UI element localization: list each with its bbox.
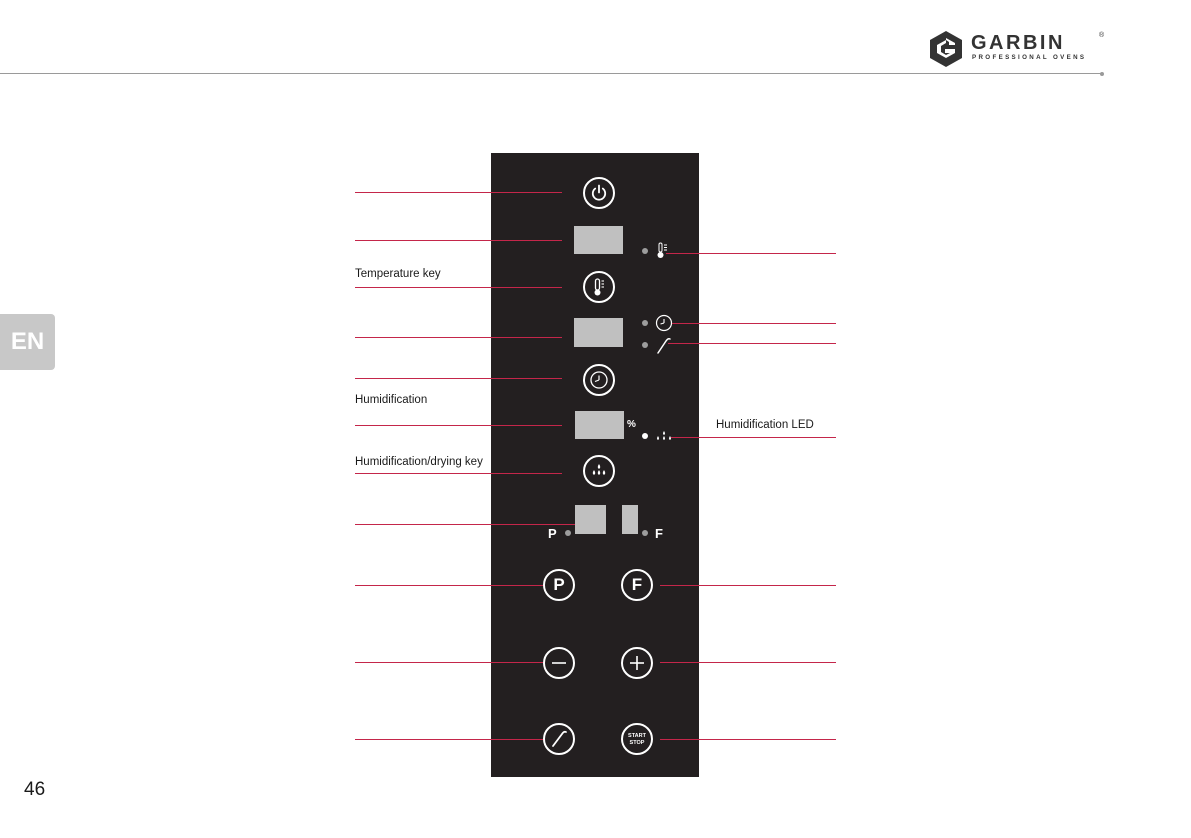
timer-led <box>642 320 648 326</box>
callout-temperature-key: Temperature key <box>355 268 441 280</box>
callout-humidification: Humidification <box>355 394 428 406</box>
function-label: F <box>655 526 663 541</box>
callout-humidification-led: Humidification LED <box>716 419 814 431</box>
callout-line-humidity-display <box>355 425 562 426</box>
plus-key[interactable] <box>621 647 653 679</box>
callout-line-minus-key <box>355 662 543 663</box>
function-display <box>622 505 638 534</box>
core-probe-icon <box>657 336 671 354</box>
callout-line-plus-key <box>660 662 836 663</box>
callout-line-core-probe-key <box>355 739 543 740</box>
program-label: P <box>548 526 557 541</box>
brand-tagline: PROFESSIONAL OVENS <box>972 54 1087 61</box>
clock-icon <box>655 314 673 332</box>
callout-line-temperature-led <box>666 253 836 254</box>
callout-line-time-display <box>355 337 562 338</box>
header-divider <box>0 73 1101 74</box>
humidity-percent-unit: % <box>627 419 636 430</box>
start-label: START <box>628 733 646 739</box>
callout-line-power <box>355 192 562 193</box>
callout-line-program-key <box>355 585 543 586</box>
stop-label: STOP <box>629 739 645 746</box>
humidity-display <box>575 411 624 439</box>
function-key-label: F <box>631 575 643 594</box>
registered-mark: ® <box>1099 32 1105 39</box>
callout-line-program-display <box>355 524 575 525</box>
time-display <box>574 318 623 347</box>
callout-line-timer-led <box>672 323 836 324</box>
garbin-logo-mark-icon <box>928 30 964 68</box>
temperature-key[interactable] <box>583 271 615 303</box>
program-led <box>565 530 571 536</box>
function-led <box>642 530 648 536</box>
core-probe-key[interactable] <box>543 723 575 755</box>
callout-line-temperature-key <box>355 287 562 288</box>
callout-line-function-key <box>660 585 836 586</box>
page-number: 46 <box>24 779 46 800</box>
function-key[interactable] <box>621 569 653 601</box>
brand-name: GARBIN <box>971 32 1065 54</box>
garbin-logo <box>928 30 1108 68</box>
control-panel <box>491 153 699 777</box>
program-display <box>575 505 606 534</box>
temperature-probe-icon <box>656 242 668 260</box>
callout-line-start-stop-key <box>660 739 836 740</box>
callout-humidification-drying-key: Humidification/drying key <box>355 456 483 468</box>
callout-line-timer-key <box>355 378 562 379</box>
callout-line-core-probe-led <box>668 343 836 344</box>
power-key[interactable] <box>583 177 615 209</box>
minus-key[interactable] <box>543 647 575 679</box>
program-key-label: P <box>553 575 565 594</box>
language-tab: EN <box>0 314 55 370</box>
temperature-display <box>574 226 623 254</box>
water-drops-icon <box>585 457 613 485</box>
callout-line-temperature-display <box>355 240 562 241</box>
humidification-led <box>642 433 648 439</box>
thermometer-icon <box>585 273 613 301</box>
core-probe-led <box>642 342 648 348</box>
callout-line-humidification-key <box>355 473 562 474</box>
power-icon <box>585 179 613 207</box>
header-divider-dot <box>1100 72 1104 76</box>
clock-key-icon <box>585 366 613 394</box>
start-stop-key[interactable] <box>621 723 653 755</box>
water-drops-led-icon <box>655 430 673 442</box>
program-key[interactable] <box>543 569 575 601</box>
plus-icon <box>623 649 651 677</box>
timer-key[interactable] <box>583 364 615 396</box>
callout-line-humidification-led <box>671 437 836 438</box>
minus-icon <box>545 649 573 677</box>
temperature-led <box>642 248 648 254</box>
core-probe-key-icon <box>545 725 573 753</box>
humidification-key[interactable] <box>583 455 615 487</box>
